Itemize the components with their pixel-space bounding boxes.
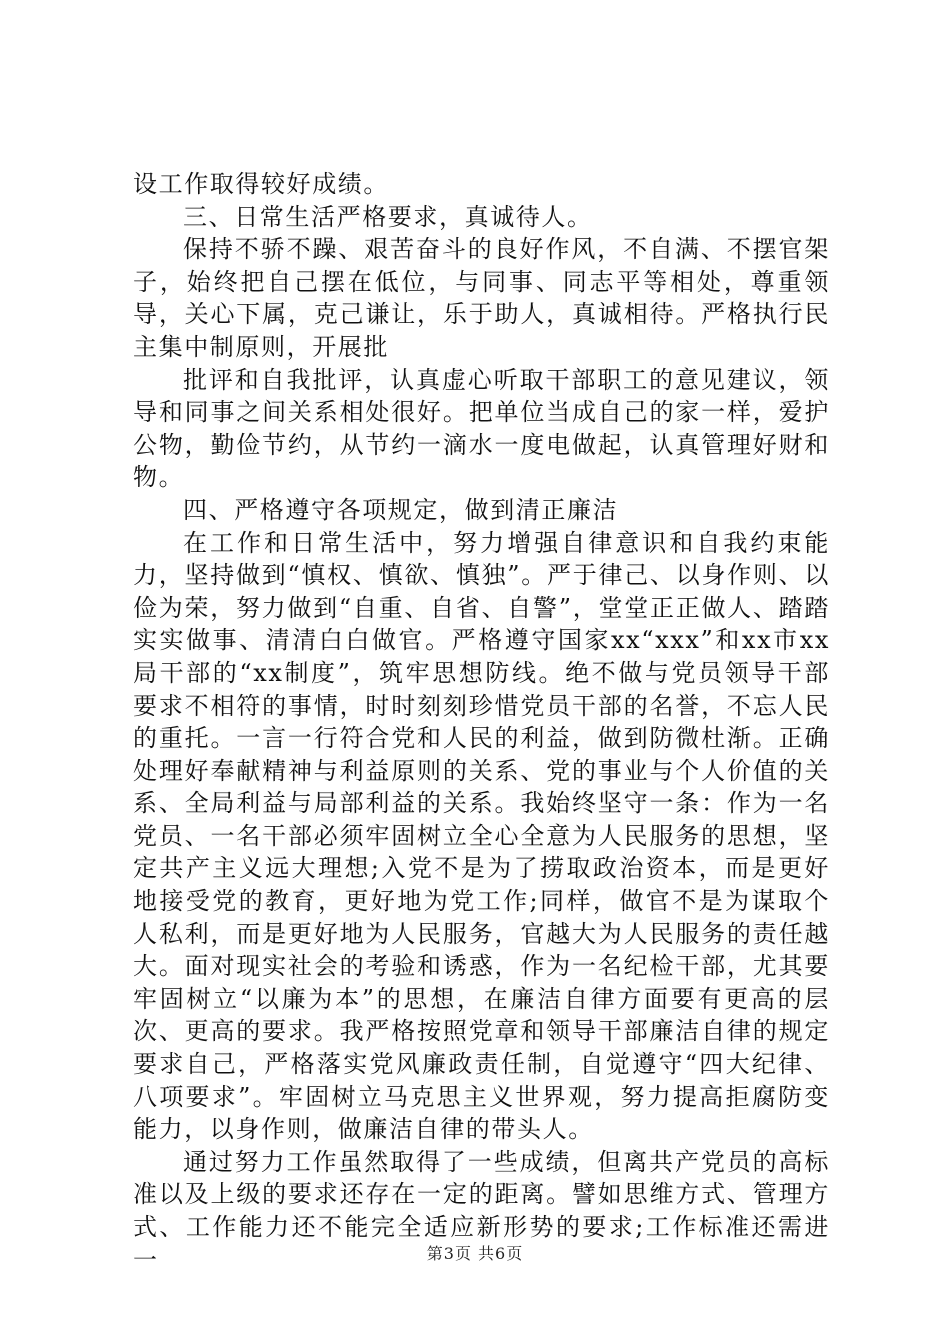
document-body: [133, 168, 830, 1276]
paragraph-7: 通过努力工作虽然取得了一些成绩，但离共产党员的高标准以及上级的要求还存在一定的距离。譬如思维方式、管理方式、工作能力还不能完全适应新形势的要求;工作标准还需进一: [133, 1147, 830, 1274]
paragraph-6: 在工作和日常生活中，努力增强自律意识和自我约束能力，坚持做到“慎权、慎欲、慎独”。严于律己、以身作则、以俭为荣，努力做到“自重、自省、自警”，堂堂正正做人、踏踏实实做事、清清白白做官。严格遵守国家xx“xxx”和xx市xx局干部的“xx制度”，筑牢思想防线。绝不做与党员领导干部要求不相符的事情，时时刻刻珍惜党员干部的名誉，不忘人民的重托。一言一行符合党和人民的利益，做到防微杜渐。正确处理好奉献精神与利益原则的关系、党的事业与个人价值的关系、全局利益与局部利益的关系。我始终坚守一条：作为一名党员、一名干部必须牢固树立全心全意为人民服务的思想，坚定共产主义远大理想;入党不是为了捞取政治资本，而是更好地接受党的教育，更好地为党工作;同样，做官不是为谋取个人私利，而是更好地为人民服务，官越大为人民服务的责任越大。面对现实社会的考验和诱惑，作为一名纪检干部，尤其要牢固树立“以廉为本”的思想，在廉洁自律方面要有更高的层次、更高的要求。我严格按照党章和领导干部廉洁自律的规定要求自己，严格落实党风廉政责任制，自觉遵守“四大纪律、八项要求”。牢固树立马克思主义世界观，努力提高拒腐防变能力，以身作则，做廉洁自律的带头人。: [133, 528, 830, 1144]
page-number-footer: 第3页 共6页: [426, 1244, 524, 1263]
paragraph-4: 批评和自我批评，认真虚心听取干部职工的意见建议，领导和同事之间关系相处很好。把单位当成自己的家一样，爱护公物，勤俭节约，从节约一滴水一度电做起，认真管理好财和物。: [133, 365, 830, 492]
paragraph-1: 设工作取得较好成绩。: [133, 170, 389, 198]
paragraph-3: 保持不骄不躁、艰苦奋斗的良好作风，不自满、不摆官架子，始终把自己摆在低位，与同事、同志平等相处，尊重领导，关心下属，克己谦让，乐于助人，真诚相待。严格执行民主集中制原则，开展批: [133, 235, 830, 361]
section-heading-4: 四、严格遵守各项规定，做到清正廉洁: [183, 495, 619, 524]
section-heading-3: 三、日常生活严格要求，真诚待人。: [183, 202, 593, 231]
